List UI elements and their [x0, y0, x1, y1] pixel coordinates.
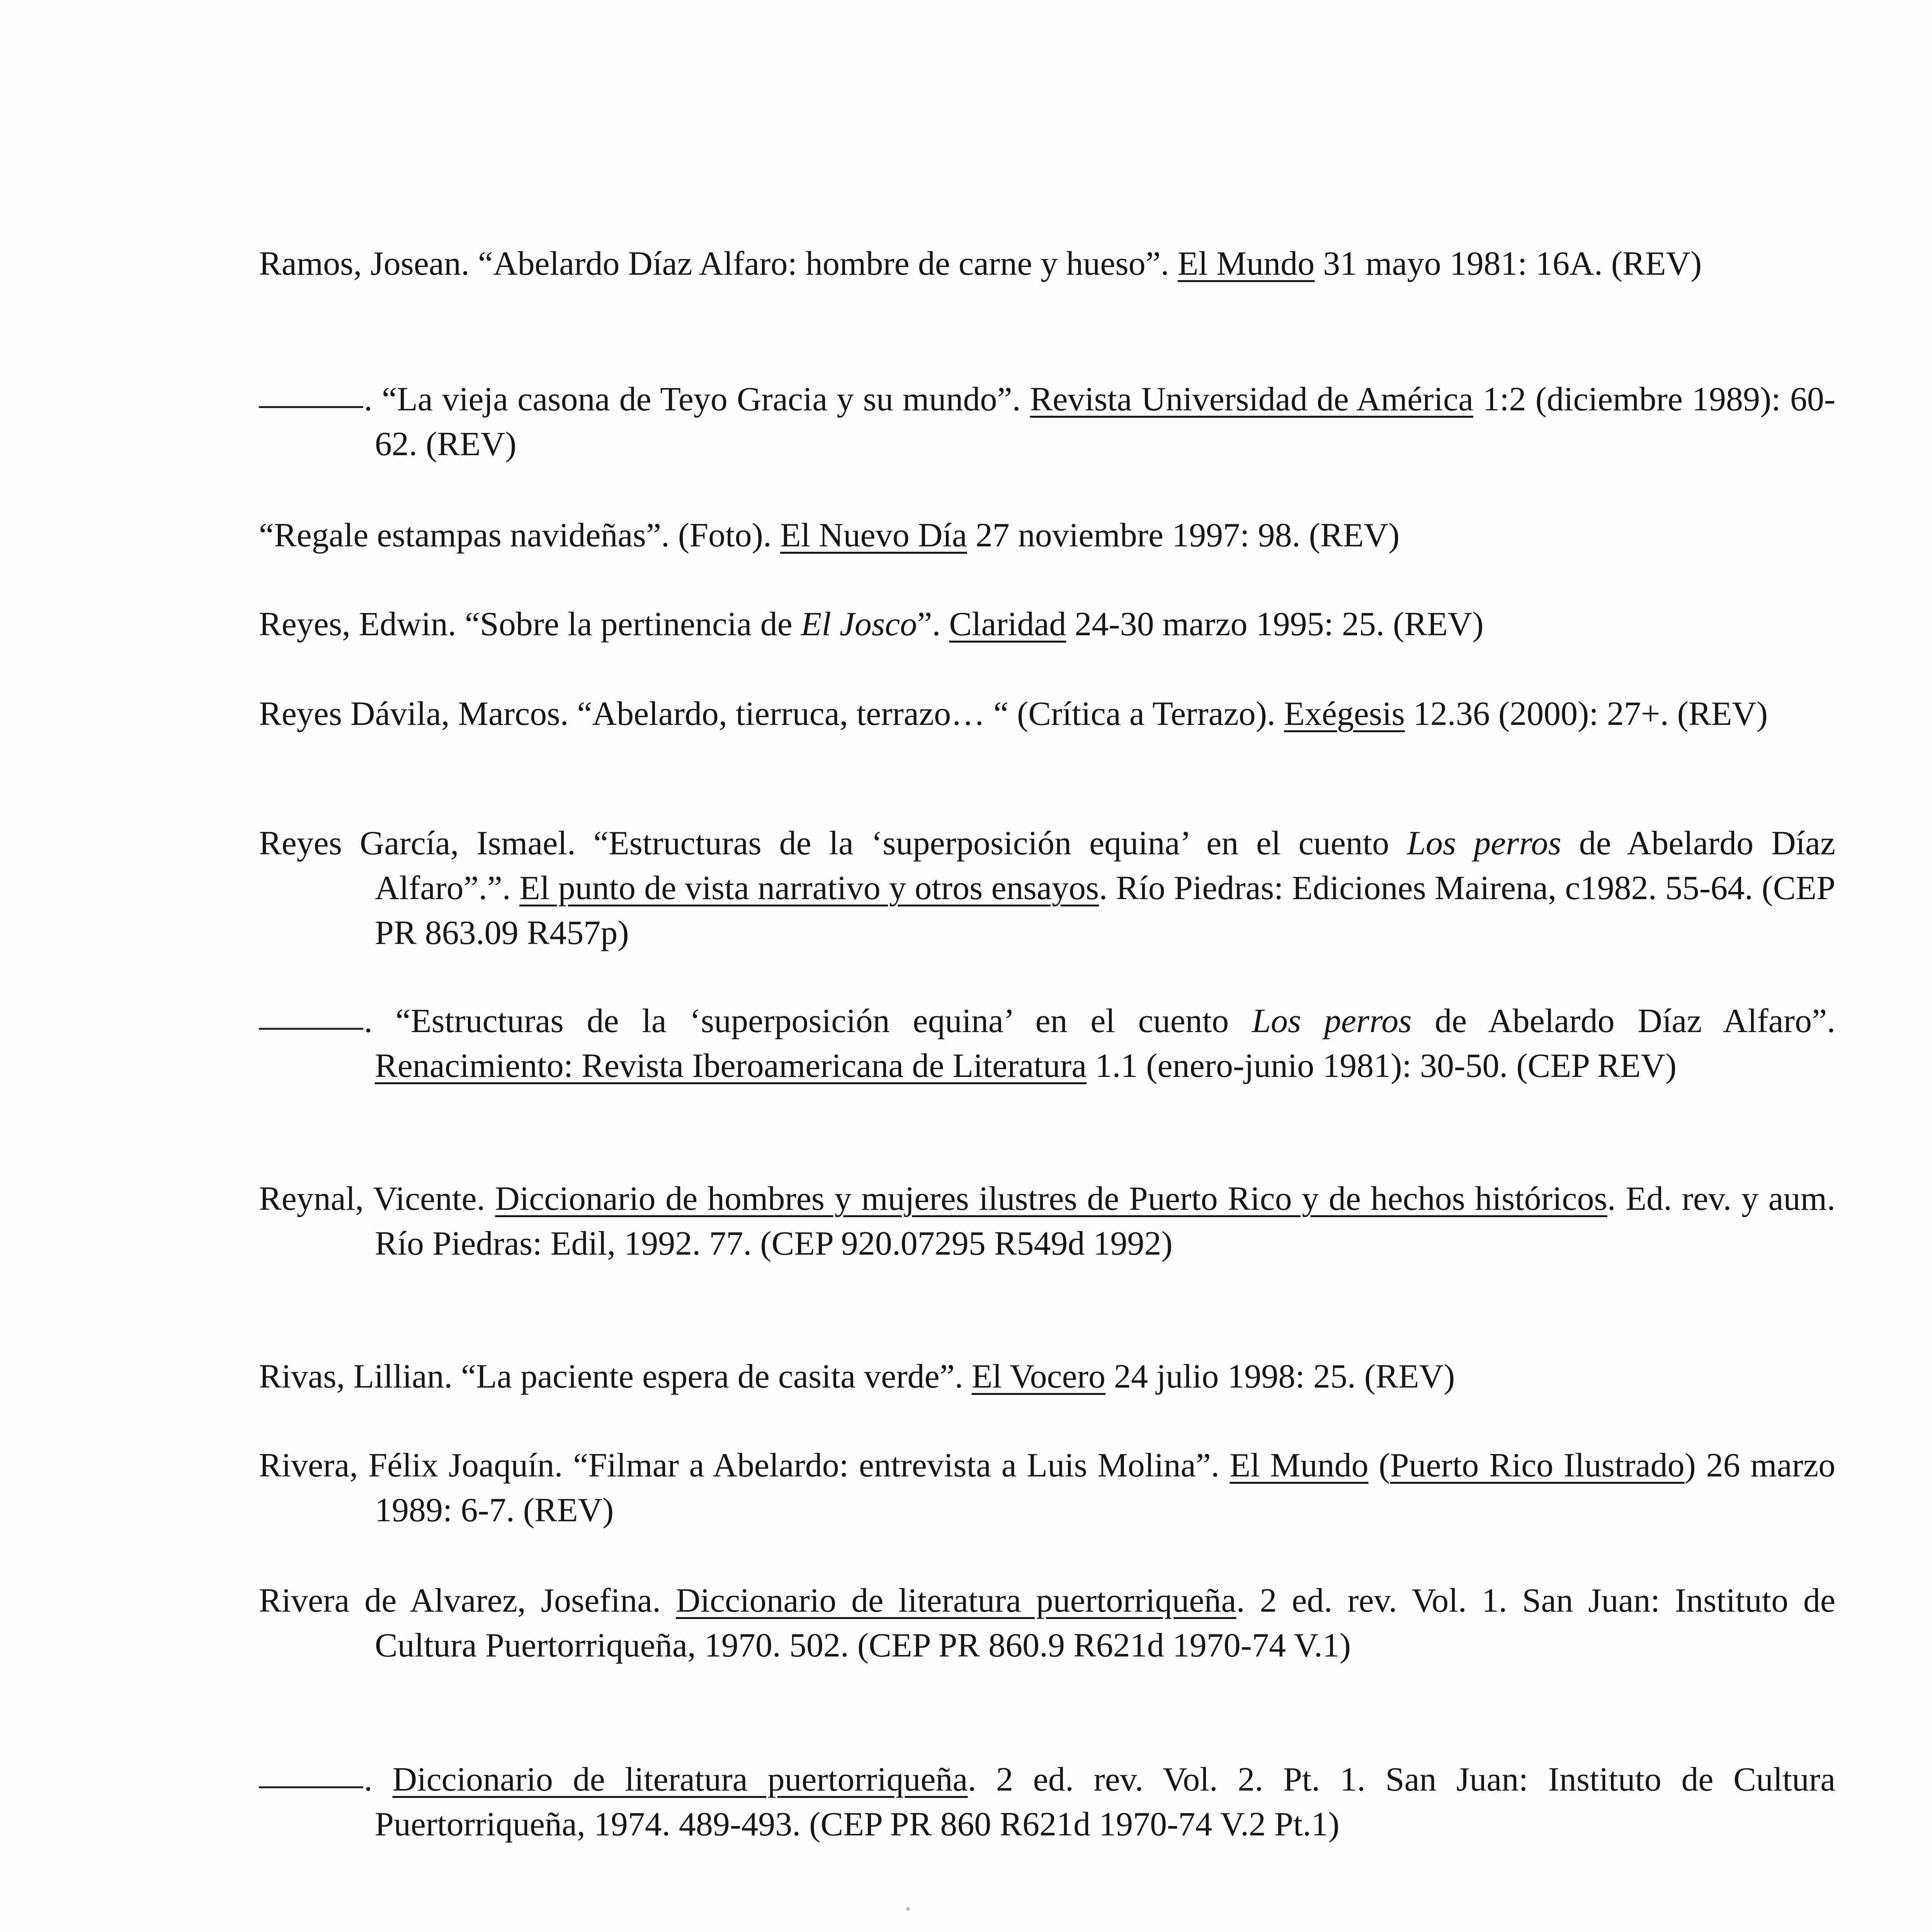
bibliography-entry: Ramos, Josean. “Abelardo Díaz Alfaro: hombre de carne y hueso”. El Mundo 31 mayo 1981: 16A. (REV) — [259, 245, 1702, 282]
bibliography-entry: Reynal, Vicente. Diccionario de hombres y mujeres ilustres de Puerto Rico y de hechos históricos. Ed. rev. y aum. Río Piedras: Edil, 1992. 77. (CEP 920.07295 R549d 1992) — [259, 1180, 1835, 1262]
bibliography-entry: Rivera, Félix Joaquín. “Filmar a Abelardo: entrevista a Luis Molina”. El Mundo (Puerto Rico Ilustrado) 26 marzo 1989: 6-7. (REV) — [259, 1447, 1835, 1529]
bibliography-entry: “Regale estampas navideñas”. (Foto). El Nuevo Día 27 noviembre 1997: 98. (REV) — [259, 517, 1400, 554]
bibliography-entry: . Diccionario de literatura puertorriqueña. 2 ed. rev. Vol. 2. Pt. 1. San Juan: Instituto de Cultura Puertorriqueña, 1974. 489-493. (CEP PR 860 R621d 1970-74 V.2 Pt.1) — [259, 1757, 1835, 1847]
bibliography-entry: Rivera de Alvarez, Josefina. Diccionario de literatura puertorriqueña. 2 ed. rev. Vol. 1. San Juan: Instituto de Cultura Puertorriqueña, 1970. 502. (CEP PR 860.9 R621d 1970-74 V.1) — [259, 1582, 1835, 1664]
repeat-author-rule — [259, 1028, 363, 1030]
bibliography-entry: . “Estructuras de la ‘superposición equina’ en el cuento Los perros de Abelardo Díaz Alfaro”. Renacimiento: Revista Iberoamericana de Literatura 1.1 (enero-junio 1981): 30-50. (CEP REV) — [259, 999, 1835, 1088]
bibliography-entry: Reyes, Edwin. “Sobre la pertinencia de El Josco”. Claridad 24-30 marzo 1995: 25. (REV) — [259, 605, 1484, 643]
bibliography-entry: . “La vieja casona de Teyo Gracia y su mundo”. Revista Universidad de América 1:2 (diciembre 1989): 60-62. (REV) — [259, 377, 1835, 467]
scan-speck — [906, 1907, 910, 1911]
bibliography-entry: Reyes Dávila, Marcos. “Abelardo, tierruca, terrazo… “ (Crítica a Terrazo). Exégesis 12.36 (2000): 27+. (REV) — [259, 695, 1768, 733]
repeat-author-rule — [259, 1786, 363, 1788]
repeat-author-rule — [259, 406, 363, 408]
bibliography-entry: Rivas, Lillian. “La paciente espera de casita verde”. El Vocero 24 julio 1998: 25. (REV) — [259, 1358, 1455, 1395]
bibliography-entry: Reyes García, Ismael. “Estructuras de la ‘superposición equina’ en el cuento Los perros de Abelardo Díaz Alfaro”.”. El punto de vista narrativo y otros ensayos. Río Piedras: Ediciones Mairena, c1982. 55-64. (CEP PR 863.09 R457p) — [259, 825, 1835, 952]
